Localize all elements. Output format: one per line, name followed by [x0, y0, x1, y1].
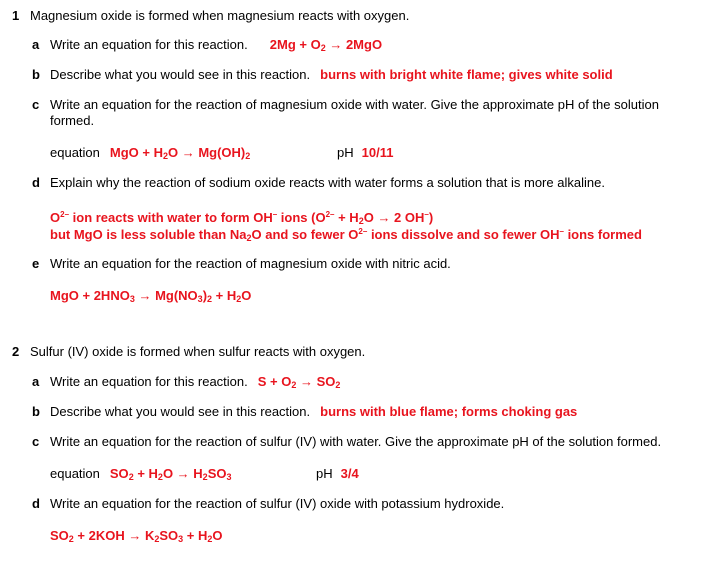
q1c-equation-row — [50, 145, 250, 164]
q1a — [32, 37, 382, 56]
superscript: – — [272, 210, 278, 219]
formula-text: ions formed — [563, 227, 642, 242]
formula-text: MgO + 2HNO — [50, 288, 130, 303]
part-label: d — [32, 496, 40, 511]
part-prompt: Write an equation for the reaction of sulfur (IV) oxide with potassium hydroxide. — [50, 496, 505, 511]
superscript: – — [424, 210, 429, 219]
subscript: 2 — [162, 151, 168, 161]
ph-label: pH — [337, 145, 354, 160]
formula-text: S + O — [257, 374, 292, 389]
subscript: 2 — [358, 216, 364, 226]
answer-text — [50, 227, 642, 242]
q1-stem — [12, 8, 409, 24]
subscript: 2 — [207, 294, 213, 304]
q1d-answer-2 — [50, 224, 642, 246]
subscript: 2 — [320, 43, 326, 53]
formula-text: ion reacts with water to form OH — [69, 210, 273, 225]
answer-equation — [258, 374, 341, 389]
part-prompt: Write an equation for the reaction of magnesium oxide with nitric acid. — [50, 256, 451, 271]
formula-text: SO — [159, 528, 179, 543]
subscript: 2 — [128, 472, 134, 482]
formula-text: O → 2 OH — [363, 210, 425, 225]
q1b — [32, 67, 613, 83]
question-number: 1 — [12, 8, 20, 23]
question-text: Sulfur (IV) oxide is formed when sulfur reacts with oxygen. — [30, 344, 366, 359]
q1c-prompt-cont — [50, 113, 94, 129]
formula-text: + H — [212, 288, 237, 303]
formula-text: + H — [334, 210, 359, 225]
equation-label: equation — [50, 466, 100, 481]
formula-text: 2Mg + O — [269, 37, 321, 52]
formula-text: SO — [207, 466, 227, 481]
formula-text: → 2MgO — [325, 37, 383, 52]
question-number: 2 — [12, 344, 20, 359]
ph-value: 10/11 — [361, 145, 394, 160]
equation-label: equation — [50, 145, 100, 160]
part-prompt-cont: formed. — [50, 113, 95, 128]
q1e-answer — [50, 288, 251, 307]
q2c-equation-row — [50, 466, 232, 485]
formula-text: O → Mg(OH) — [168, 145, 246, 160]
formula-text: ) — [428, 210, 434, 225]
q2d-answer — [50, 528, 223, 547]
subscript: 2 — [236, 294, 242, 304]
answer-text: burns with bright white flame; gives white solid — [320, 67, 613, 82]
formula-text: → Mg(NO — [134, 288, 198, 303]
subscript: 2 — [245, 151, 251, 161]
part-prompt: Describe what you would see in this reaction. — [50, 404, 311, 419]
formula-text: → SO — [296, 374, 336, 389]
formula-text: MgO + H — [109, 145, 163, 160]
answer-text: burns with blue flame; forms choking gas — [320, 404, 578, 419]
superscript: 2– — [60, 210, 70, 219]
part-prompt: Describe what you would see in this reaction. — [50, 67, 311, 82]
q2-stem — [12, 344, 365, 360]
part-prompt: Write an equation for the reaction of magnesium oxide with water. Give the approximate pH of the solution — [50, 97, 659, 112]
q2c — [32, 434, 661, 450]
formula-text: but MgO is less soluble than Na — [50, 227, 247, 242]
q2b — [32, 404, 577, 420]
subscript: 2 — [157, 472, 163, 482]
answer-equation — [110, 466, 232, 481]
subscript: 2 — [207, 534, 213, 544]
subscript: 2 — [202, 472, 208, 482]
part-label: b — [32, 404, 40, 419]
answer-equation — [110, 145, 250, 160]
question-text: Magnesium oxide is formed when magnesium reacts with oxygen. — [30, 8, 410, 23]
part-label: a — [32, 37, 40, 52]
part-label: c — [32, 434, 40, 449]
subscript: 2 — [335, 380, 341, 390]
subscript: 3 — [129, 294, 135, 304]
q1c — [32, 97, 659, 113]
formula-text: + 2KOH → K — [73, 528, 155, 543]
q1e — [32, 256, 451, 272]
answer-equation — [50, 288, 251, 303]
q1c-ph-row — [337, 145, 393, 161]
subscript: 3 — [197, 294, 203, 304]
subscript: 3 — [178, 534, 184, 544]
part-label: a — [32, 374, 40, 389]
formula-text: O — [212, 528, 223, 543]
formula-text: O — [50, 210, 61, 225]
part-label: c — [32, 97, 40, 112]
subscript: 2 — [246, 233, 252, 243]
ph-value: 3/4 — [340, 466, 359, 481]
part-label: e — [32, 256, 40, 271]
part-label: b — [32, 67, 40, 82]
part-prompt: Write an equation for the reaction of sulfur (IV) with water. Give the approximate pH of the solution formed. — [50, 434, 662, 449]
formula-text: ions (O — [277, 210, 326, 225]
ph-label: pH — [316, 466, 333, 481]
subscript: 3 — [226, 472, 232, 482]
subscript: 2 — [291, 380, 297, 390]
subscript: 2 — [154, 534, 160, 544]
part-prompt: Write an equation for this reaction. — [50, 374, 248, 389]
q2c-ph-row — [316, 466, 359, 482]
subscript: 2 — [68, 534, 74, 544]
formula-text: + H — [133, 466, 158, 481]
superscript: 2– — [358, 227, 368, 236]
formula-text: O → H — [162, 466, 203, 481]
part-prompt: Write an equation for this reaction. — [50, 37, 248, 52]
formula-text: SO — [109, 466, 129, 481]
q2a — [32, 374, 340, 393]
formula-text: O — [241, 288, 252, 303]
part-prompt: Explain why the reaction of sodium oxide reacts with water forms a solution that is more alkaline. — [50, 175, 605, 190]
formula-text: ) — [202, 288, 208, 303]
formula-text: + H — [183, 528, 208, 543]
part-label: d — [32, 175, 40, 190]
formula-text: O and so fewer O — [251, 227, 359, 242]
answer-equation — [50, 528, 223, 543]
formula-text: ions dissolve and so fewer OH — [367, 227, 560, 242]
superscript: – — [559, 227, 564, 236]
answer-equation — [270, 37, 382, 52]
q2d — [32, 496, 504, 512]
formula-text: SO — [50, 528, 69, 543]
superscript: 2– — [325, 210, 335, 219]
q1d — [32, 175, 605, 191]
answer-text — [50, 210, 433, 225]
